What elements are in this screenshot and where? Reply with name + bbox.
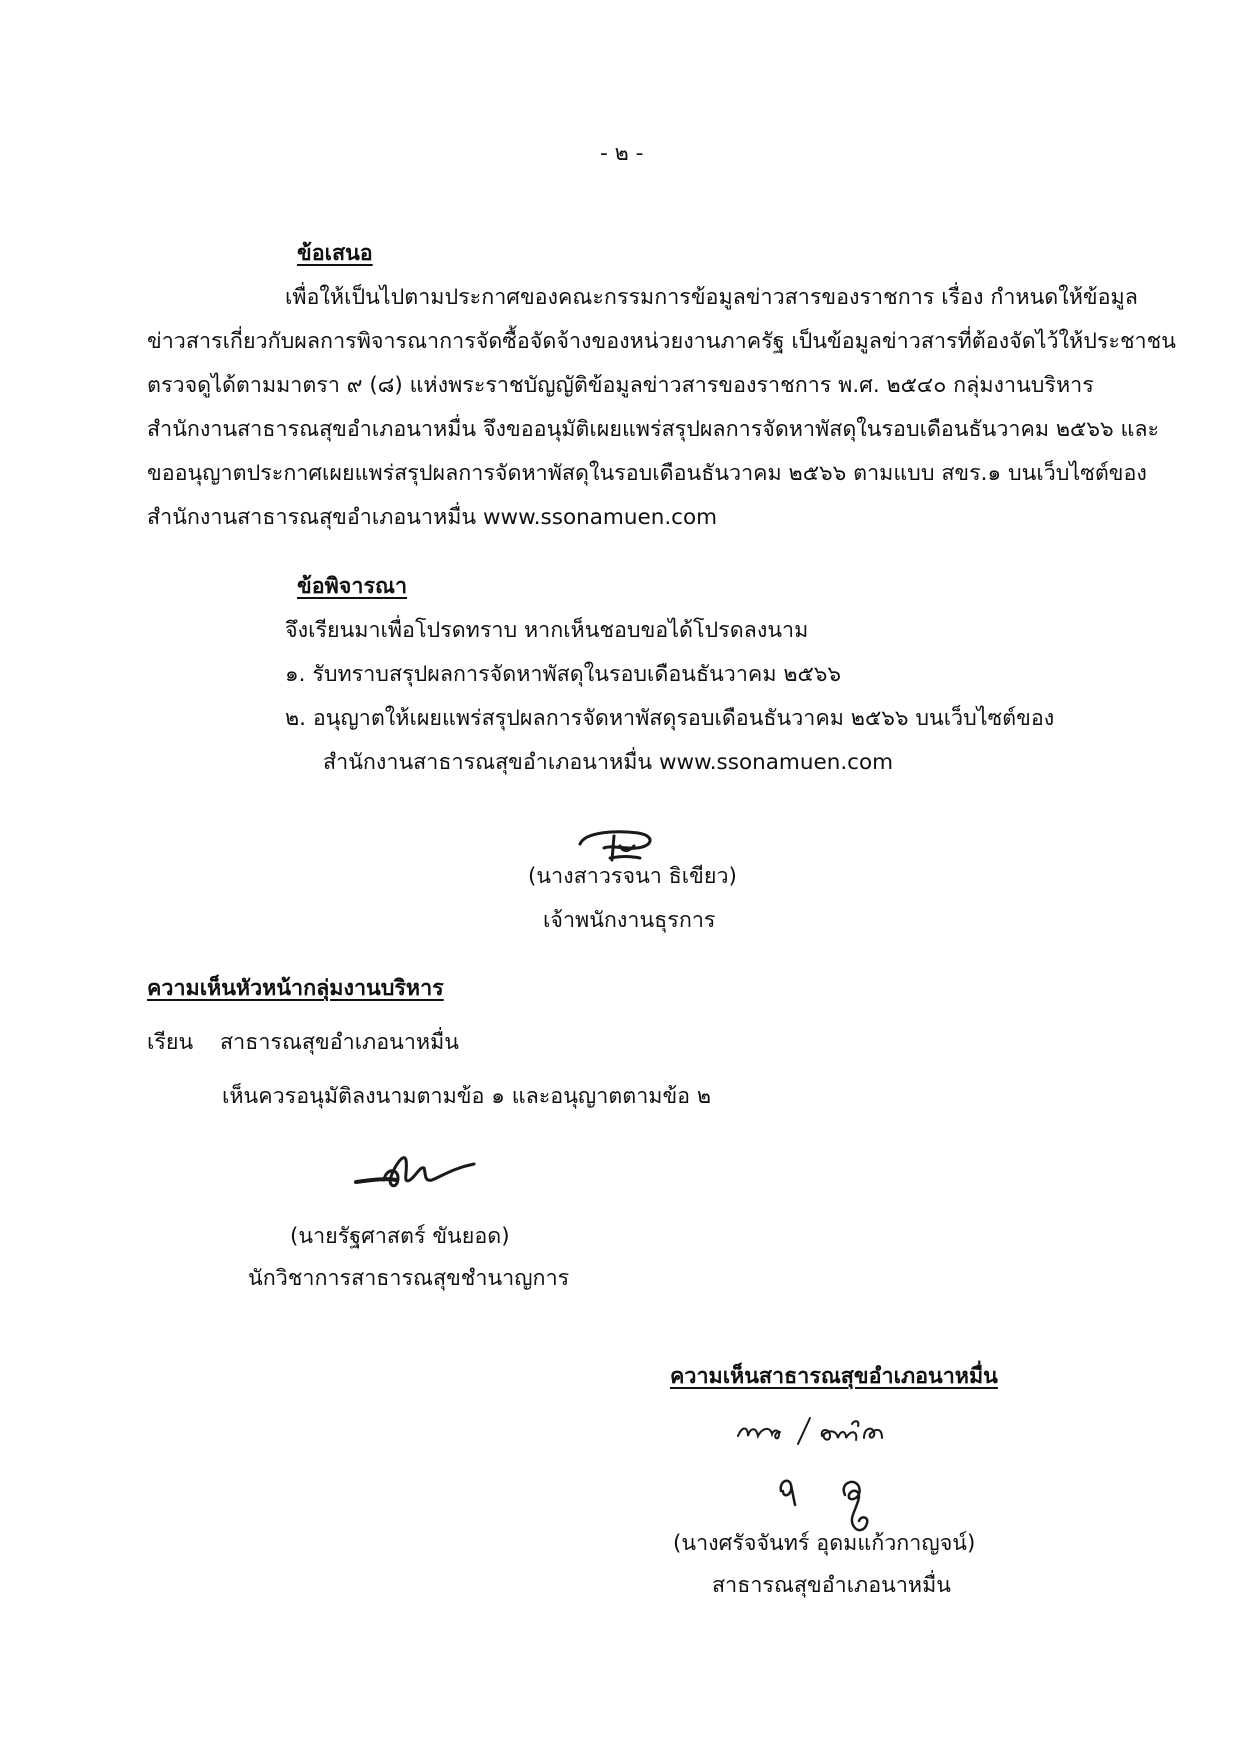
district-opinion-heading: ความเห็นสาธารณสุขอำเภอนาหมื่น	[670, 1364, 998, 1389]
signature-2	[350, 1140, 480, 1200]
consideration-item-1: ๑. รับทราบสรุปผลการจัดหาพัสดุในรอบเดือนธันวาคม ๒๕๖๖	[285, 662, 842, 687]
consideration-intro: จึงเรียนมาเพื่อโปรดทราบ หากเห็นชอบขอได้โปรดลงนาม	[285, 618, 809, 643]
proposal-line-3: ตรวจดูได้ตามมาตรา ๙ (๘) แห่งพระราชบัญญัติข้อมูลข่าวสารของราชการ พ.ศ. ๒๕๔๐ กลุ่มงานบริหาร	[147, 373, 1094, 398]
proposal-heading: ข้อเสนอ	[297, 241, 373, 266]
proposal-line-1: เพื่อให้เป็นไปตามประกาศของคณะกรรมการข้อมูลข่าวสารของราชการ เรื่อง กำหนดให้ข้อมูล	[285, 285, 1138, 310]
signer-1-position: เจ้าพนักงานธุรการ	[543, 908, 716, 933]
head-opinion-heading: ความเห็นหัวหน้ากลุ่มงานบริหาร	[147, 976, 444, 1001]
head-opinion-name: (นายรัฐศาสตร์ ขันยอด)	[290, 1224, 510, 1249]
head-opinion-to-value: สาธารณสุขอำเภอนาหมื่น	[220, 1030, 459, 1055]
district-opinion-position: สาธารณสุขอำเภอนาหมื่น	[712, 1573, 951, 1598]
consideration-item-2-line-1: ๒. อนุญาตให้เผยแพร่สรุปผลการจัดหาพัสดุรอบเดือนธันวาคม ๒๕๖๖ บนเว็บไซต์ของ	[285, 706, 1055, 731]
consideration-heading: ข้อพิจารณา	[297, 574, 408, 599]
handwritten-approval-note	[730, 1400, 910, 1460]
district-opinion-name: (นางศรัจจันทร์ อุดมแก้วกาญจน์)	[673, 1531, 976, 1556]
head-opinion-text: เห็นควรอนุมัติลงนามตามข้อ ๑ และอนุญาตตามข้อ ๒	[222, 1084, 712, 1109]
head-opinion-to-label: เรียน	[147, 1030, 194, 1055]
proposal-line-5: ขออนุญาตประกาศเผยแพร่สรุปผลการจัดหาพัสดุในรอบเดือนธันวาคม ๒๕๖๖ ตามแบบ สขร.๑ บนเว็บไซต์ของ	[147, 461, 1147, 486]
proposal-line-6: สำนักงานสาธารณสุขอำเภอนาหมื่น www.ssonamuen.com	[147, 505, 718, 530]
proposal-line-4: สำนักงานสาธารณสุขอำเภอนาหมื่น จึงขออนุมัติเผยแพร่สรุปผลการจัดหาพัสดุในรอบเดือนธันวาคม ๒๕๖๖ และ	[147, 417, 1160, 442]
page-number: - ๒ -	[600, 141, 644, 166]
signer-1-name: (นางสาวรจนา ธิเขียว)	[528, 864, 737, 889]
head-opinion-position: นักวิชาการสาธารณสุขชำนาญการ	[248, 1266, 570, 1291]
proposal-line-2: ข่าวสารเกี่ยวกับผลการพิจารณาการจัดซื้อจัดจ้างของหน่วยงานภาครัฐ เป็นข้อมูลข่าวสารที่ต้องจัดไว้ให้ประชาชน	[147, 329, 1176, 354]
consideration-item-2-line-2: สำนักงานสาธารณสุขอำเภอนาหมื่น www.ssonamuen.com	[323, 750, 894, 775]
